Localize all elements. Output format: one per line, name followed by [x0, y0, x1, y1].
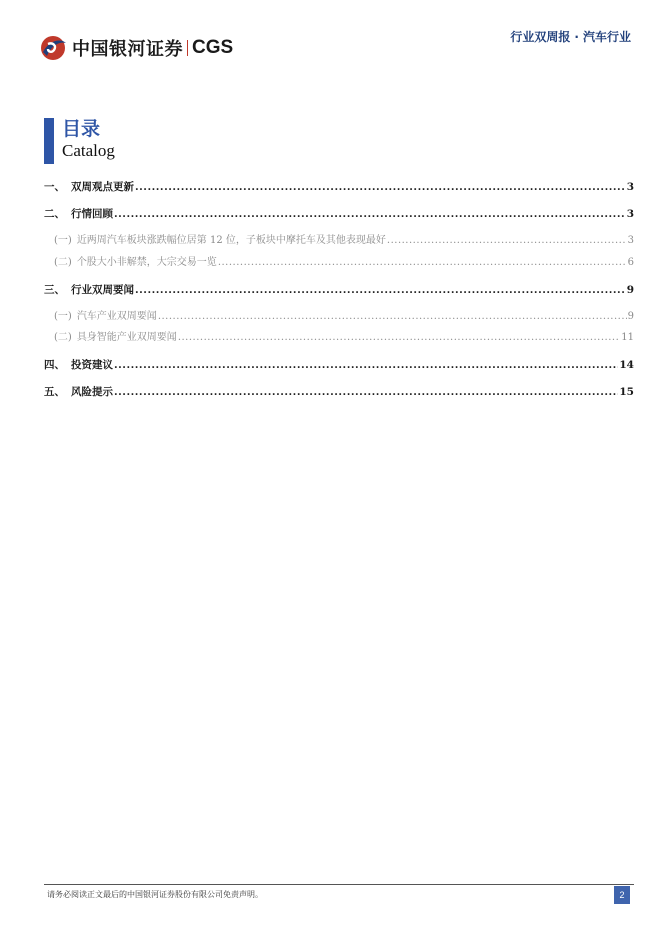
toc-entry-page: 11 — [621, 332, 634, 343]
toc-title-accent — [44, 118, 54, 164]
toc-entry-page: 9 — [627, 311, 634, 322]
toc-entry[interactable] — [44, 206, 634, 222]
galaxy-logo-icon — [39, 34, 69, 62]
toc-entry-number: 三、 — [44, 284, 65, 296]
toc-leader-dots — [218, 255, 627, 271]
toc-leader-dots — [135, 179, 626, 195]
toc-entry-number: (一) — [54, 235, 72, 246]
toc-entry-number: 四、 — [44, 359, 65, 371]
footer-disclaimer: 请务必阅读正文最后的中国银河证券股份有限公司免责声明。 — [47, 890, 263, 899]
toc-entry-number: 二、 — [44, 208, 65, 220]
toc-entry[interactable] — [44, 179, 634, 195]
toc-entry-number: 五、 — [44, 386, 65, 398]
toc-entry-number: (一) — [54, 311, 72, 322]
report-type: 行业双周报 — [510, 30, 571, 44]
footer-divider — [44, 884, 634, 885]
toc-entry[interactable] — [44, 384, 634, 400]
toc-subentry[interactable] — [44, 309, 634, 325]
toc-subentry[interactable] — [44, 255, 634, 271]
toc-entry-title: 行业双周要闻 — [71, 284, 134, 296]
toc-leader-dots — [114, 357, 618, 373]
page-header — [0, 0, 662, 70]
toc-entry-title: 行情回顾 — [71, 208, 113, 220]
toc-entry-title: 近两周汽车板块涨跌幅位居第 12 位，子板块中摩托车及其他表现最好 — [76, 235, 386, 246]
page-number: 2 — [614, 886, 630, 904]
report-tag-separator: · — [574, 30, 579, 44]
logo-divider — [187, 40, 188, 56]
toc-entry-page: 14 — [619, 359, 634, 371]
toc-entry-title: 具身智能产业双周要闻 — [76, 332, 177, 343]
toc-leader-dots — [114, 384, 618, 400]
logo-text-en: CGS — [192, 37, 234, 58]
toc-entry-number: (二) — [54, 332, 72, 343]
toc-subentry[interactable] — [44, 233, 634, 249]
toc-entry-number: (二) — [54, 257, 72, 268]
toc-entry-page: 6 — [627, 257, 634, 268]
toc-entry[interactable] — [44, 357, 634, 373]
toc-entry-title: 投资建议 — [71, 359, 113, 371]
toc-entry-page: 15 — [619, 386, 634, 398]
toc-entry-title: 汽车产业双周要闻 — [76, 311, 157, 322]
toc-entry-number: 一、 — [44, 181, 65, 193]
toc-title-cn: 目录 — [62, 118, 101, 140]
toc-entry-page: 3 — [627, 235, 634, 246]
toc-leader-dots — [178, 330, 620, 346]
toc-entry-title: 双周观点更新 — [71, 181, 134, 193]
toc-leader-dots — [135, 282, 626, 298]
industry-name: 汽车行业 — [582, 30, 631, 44]
toc-subentry[interactable] — [44, 330, 634, 346]
logo-text-cn: 中国银河证券 — [72, 39, 183, 60]
toc-entry-page: 3 — [626, 208, 634, 220]
toc-entry-page: 3 — [626, 181, 634, 193]
report-category — [510, 28, 631, 45]
toc-title-en: Catalog — [62, 141, 115, 160]
toc-leader-dots — [387, 233, 627, 249]
toc-entry-title: 个股大小非解禁，大宗交易一览 — [76, 257, 217, 268]
toc-leader-dots — [114, 206, 626, 222]
toc-entry[interactable] — [44, 282, 634, 298]
toc-leader-dots — [158, 309, 627, 325]
toc-entry-page: 9 — [626, 284, 634, 296]
toc-entry-title: 风险提示 — [71, 386, 113, 398]
company-logo — [39, 34, 233, 62]
